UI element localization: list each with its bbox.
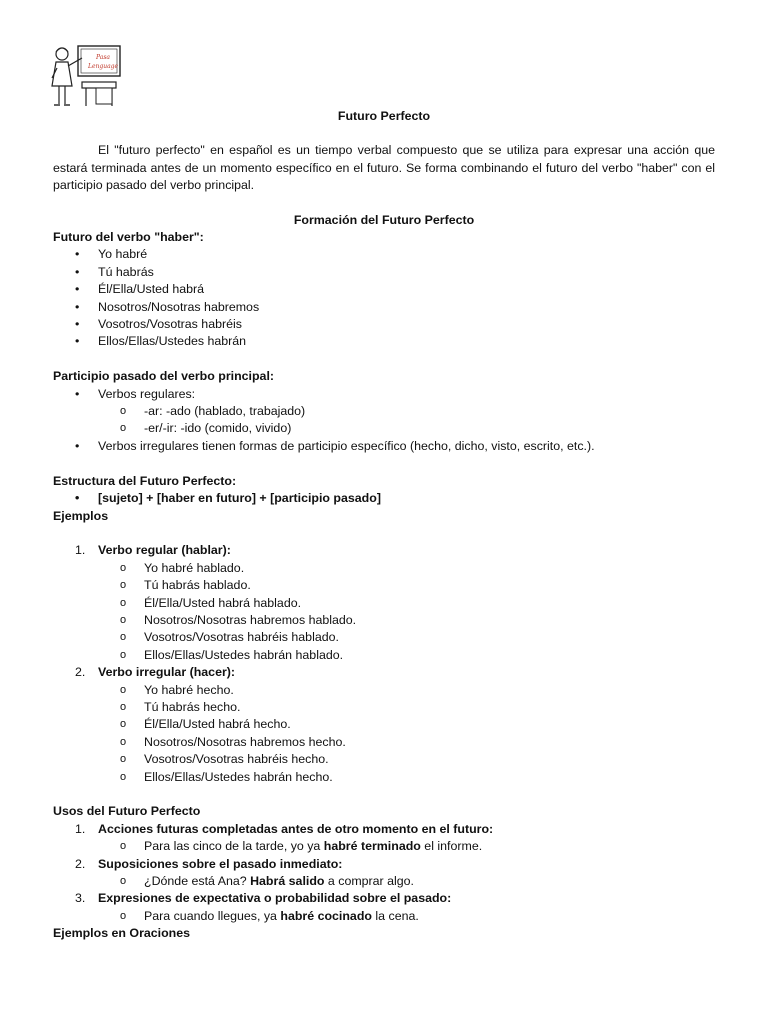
structure-heading: Estructura del Futuro Perfecto: (53, 473, 237, 488)
sub-list-item (53, 595, 715, 612)
numbered-item (53, 664, 715, 681)
list-item-text: Tú habrás hablado. (144, 578, 251, 593)
sub-list-item (53, 699, 715, 716)
intro-paragraph: El "futuro perfecto" en español es un tiempo verbal compuesto que se utiliza para expresar una acción que estará terminada antes de un momento específico en el futuro. Se forma combinando el futuro del verbo "haber" con el participio pasado del verbo principal. (53, 143, 715, 193)
examples-list (53, 542, 715, 786)
sentences-heading: Ejemplos en Oraciones (53, 926, 191, 941)
sub-list-item (53, 629, 715, 646)
numbered-item (53, 890, 715, 907)
list-item-text: Yo habré (98, 247, 148, 262)
number-marker: 2. (75, 665, 86, 680)
bullet-marker: • (75, 386, 80, 401)
sub-bullet-marker: o (120, 596, 127, 609)
sub-bullet-marker: o (120, 909, 127, 922)
list-item-text: Vosotros/Vosotras habréis hablado. (144, 630, 339, 645)
numbered-item (53, 542, 715, 559)
list-item-text: -ar: -ado (hablado, trabajado) (144, 404, 306, 419)
number-marker: 1. (75, 543, 86, 558)
page-title: Futuro Perfecto (337, 109, 431, 123)
list-item-text: Nosotros/Nosotras habremos (98, 299, 260, 314)
numbered-item (53, 856, 715, 873)
list-item (53, 246, 715, 263)
example-text: a comprar algo. (324, 874, 414, 888)
bullet-marker: • (75, 438, 80, 453)
list-item-text: Él/Ella/Usted habrá (98, 282, 205, 297)
list-item-text: Yo habré hablado. (144, 560, 245, 575)
numbered-item-label: Expresiones de expectativa o probabilidad sobre el pasado: (98, 891, 452, 906)
list-item-text: Ellos/Ellas/Ustedes habrán hecho. (144, 769, 333, 784)
sub-list-item (53, 751, 715, 768)
numbered-item-label: Verbo irregular (hacer): (98, 665, 236, 680)
sub-list-item (53, 560, 715, 577)
list-item-text: Ellos/Ellas/Ustedes habrán (98, 334, 247, 349)
list-item-text: Él/Ella/Usted habrá hecho. (144, 717, 291, 732)
sub-bullet-marker: o (120, 422, 127, 435)
sub-list-item (53, 682, 715, 699)
list-item-text: Verbos regulares: (98, 386, 196, 401)
bullet-marker: • (75, 247, 80, 262)
example-text: el informe. (420, 839, 483, 854)
sub-list-item (53, 908, 715, 925)
sub-list-item (53, 612, 715, 629)
formation-title: Formación del Futuro Perfecto (293, 212, 475, 227)
list-item (53, 386, 715, 403)
haber-heading: Futuro del verbo "haber": (53, 230, 204, 245)
example-text: Para cuando llegues, ya (144, 908, 281, 923)
list-item (53, 299, 715, 316)
sub-bullet-marker: o (120, 648, 127, 661)
number-marker: 2. (75, 856, 86, 871)
sub-list-item (53, 734, 715, 751)
document-body (53, 108, 715, 943)
sub-list-item (53, 873, 715, 890)
list-item-text: Tú habrás (98, 264, 154, 279)
haber-forms-list (53, 246, 715, 350)
examples-heading: Ejemplos (53, 508, 109, 523)
list-item (53, 264, 715, 281)
example-text: ¿Dónde está Ana? (144, 874, 251, 888)
example-verb: habré terminado (323, 839, 421, 854)
sub-bullet-marker: o (120, 735, 127, 748)
sub-list-item (53, 420, 715, 437)
list-item-text: Nosotros/Nosotras habremos hecho. (144, 734, 346, 749)
list-item-text: Verbos irregulares tienen formas de participio específico (hecho, dicho, visto, escrito, etc.). (98, 438, 595, 453)
bullet-marker: • (75, 282, 80, 297)
sub-list-item (53, 716, 715, 733)
sub-bullet-marker: o (120, 718, 127, 731)
logo-text-line2: Lenguage (88, 63, 119, 70)
list-item-text: Vosotros/Vosotras habréis (98, 317, 242, 332)
sub-bullet-marker: o (120, 700, 127, 713)
number-marker: 3. (75, 891, 86, 906)
sub-bullet-marker: o (120, 561, 127, 574)
list-item (53, 438, 715, 455)
sub-list-item (53, 769, 715, 786)
list-item-text: Ellos/Ellas/Ustedes habrán hablado. (144, 647, 344, 662)
number-marker: 1. (75, 821, 86, 836)
list-item-text: Tú habrás hecho. (144, 699, 241, 714)
example-verb: habré cocinado (280, 908, 372, 923)
numbered-item-label: Acciones futuras completadas antes de otro momento en el futuro: (98, 821, 494, 836)
sub-list-item (53, 647, 715, 664)
participle-heading: Participio pasado del verbo principal: (53, 369, 275, 384)
list-item (53, 333, 715, 350)
sub-list-item (53, 577, 715, 594)
uses-heading: Usos del Futuro Perfecto (53, 804, 201, 819)
sub-bullet-marker: o (120, 683, 127, 696)
numbered-item (53, 821, 715, 838)
logo-text-line1: Pasa (96, 54, 111, 61)
numbered-item-label: Suposiciones sobre el pasado inmediato: (98, 856, 343, 871)
structure-formula (53, 490, 715, 507)
sub-bullet-marker: o (120, 579, 127, 592)
list-item (53, 316, 715, 333)
sub-bullet-marker: o (120, 613, 127, 626)
bullet-marker: • (75, 491, 80, 506)
sub-bullet-marker: o (120, 840, 127, 853)
example-verb: Habrá salido (250, 874, 325, 888)
example-text: la cena. (371, 908, 419, 923)
numbered-item-label: Verbo regular (hablar): (98, 543, 231, 558)
example-text: Para las cinco de la tarde, yo ya (144, 839, 324, 854)
sub-bullet-marker: o (120, 631, 127, 644)
list-item-text: -er/-ir: -ido (comido, vivido) (144, 421, 292, 436)
sub-bullet-marker: o (120, 753, 127, 766)
sub-bullet-marker: o (120, 875, 127, 887)
sub-list-item (53, 838, 715, 855)
bullet-marker: • (75, 334, 80, 349)
list-item (53, 281, 715, 298)
sub-bullet-marker: o (120, 405, 127, 418)
list-item-text: Yo habré hecho. (144, 682, 234, 697)
bullet-marker: • (75, 299, 80, 314)
list-item-text: [sujeto] + [haber en futuro] + [participio pasado] (98, 491, 381, 506)
bullet-marker: • (75, 317, 80, 332)
teacher-logo-icon (48, 44, 124, 108)
sub-bullet-marker: o (120, 770, 127, 783)
list-item-text: Nosotros/Nosotras habremos hablado. (144, 612, 357, 627)
structure-list (53, 490, 715, 507)
participle-list (53, 386, 715, 456)
bullet-marker: • (75, 264, 80, 279)
list-item-text: Vosotros/Vosotras habréis hecho. (144, 752, 329, 767)
sub-list-item (53, 403, 715, 420)
list-item-text: Él/Ella/Usted habrá hablado. (144, 595, 302, 610)
uses-list (53, 821, 715, 925)
